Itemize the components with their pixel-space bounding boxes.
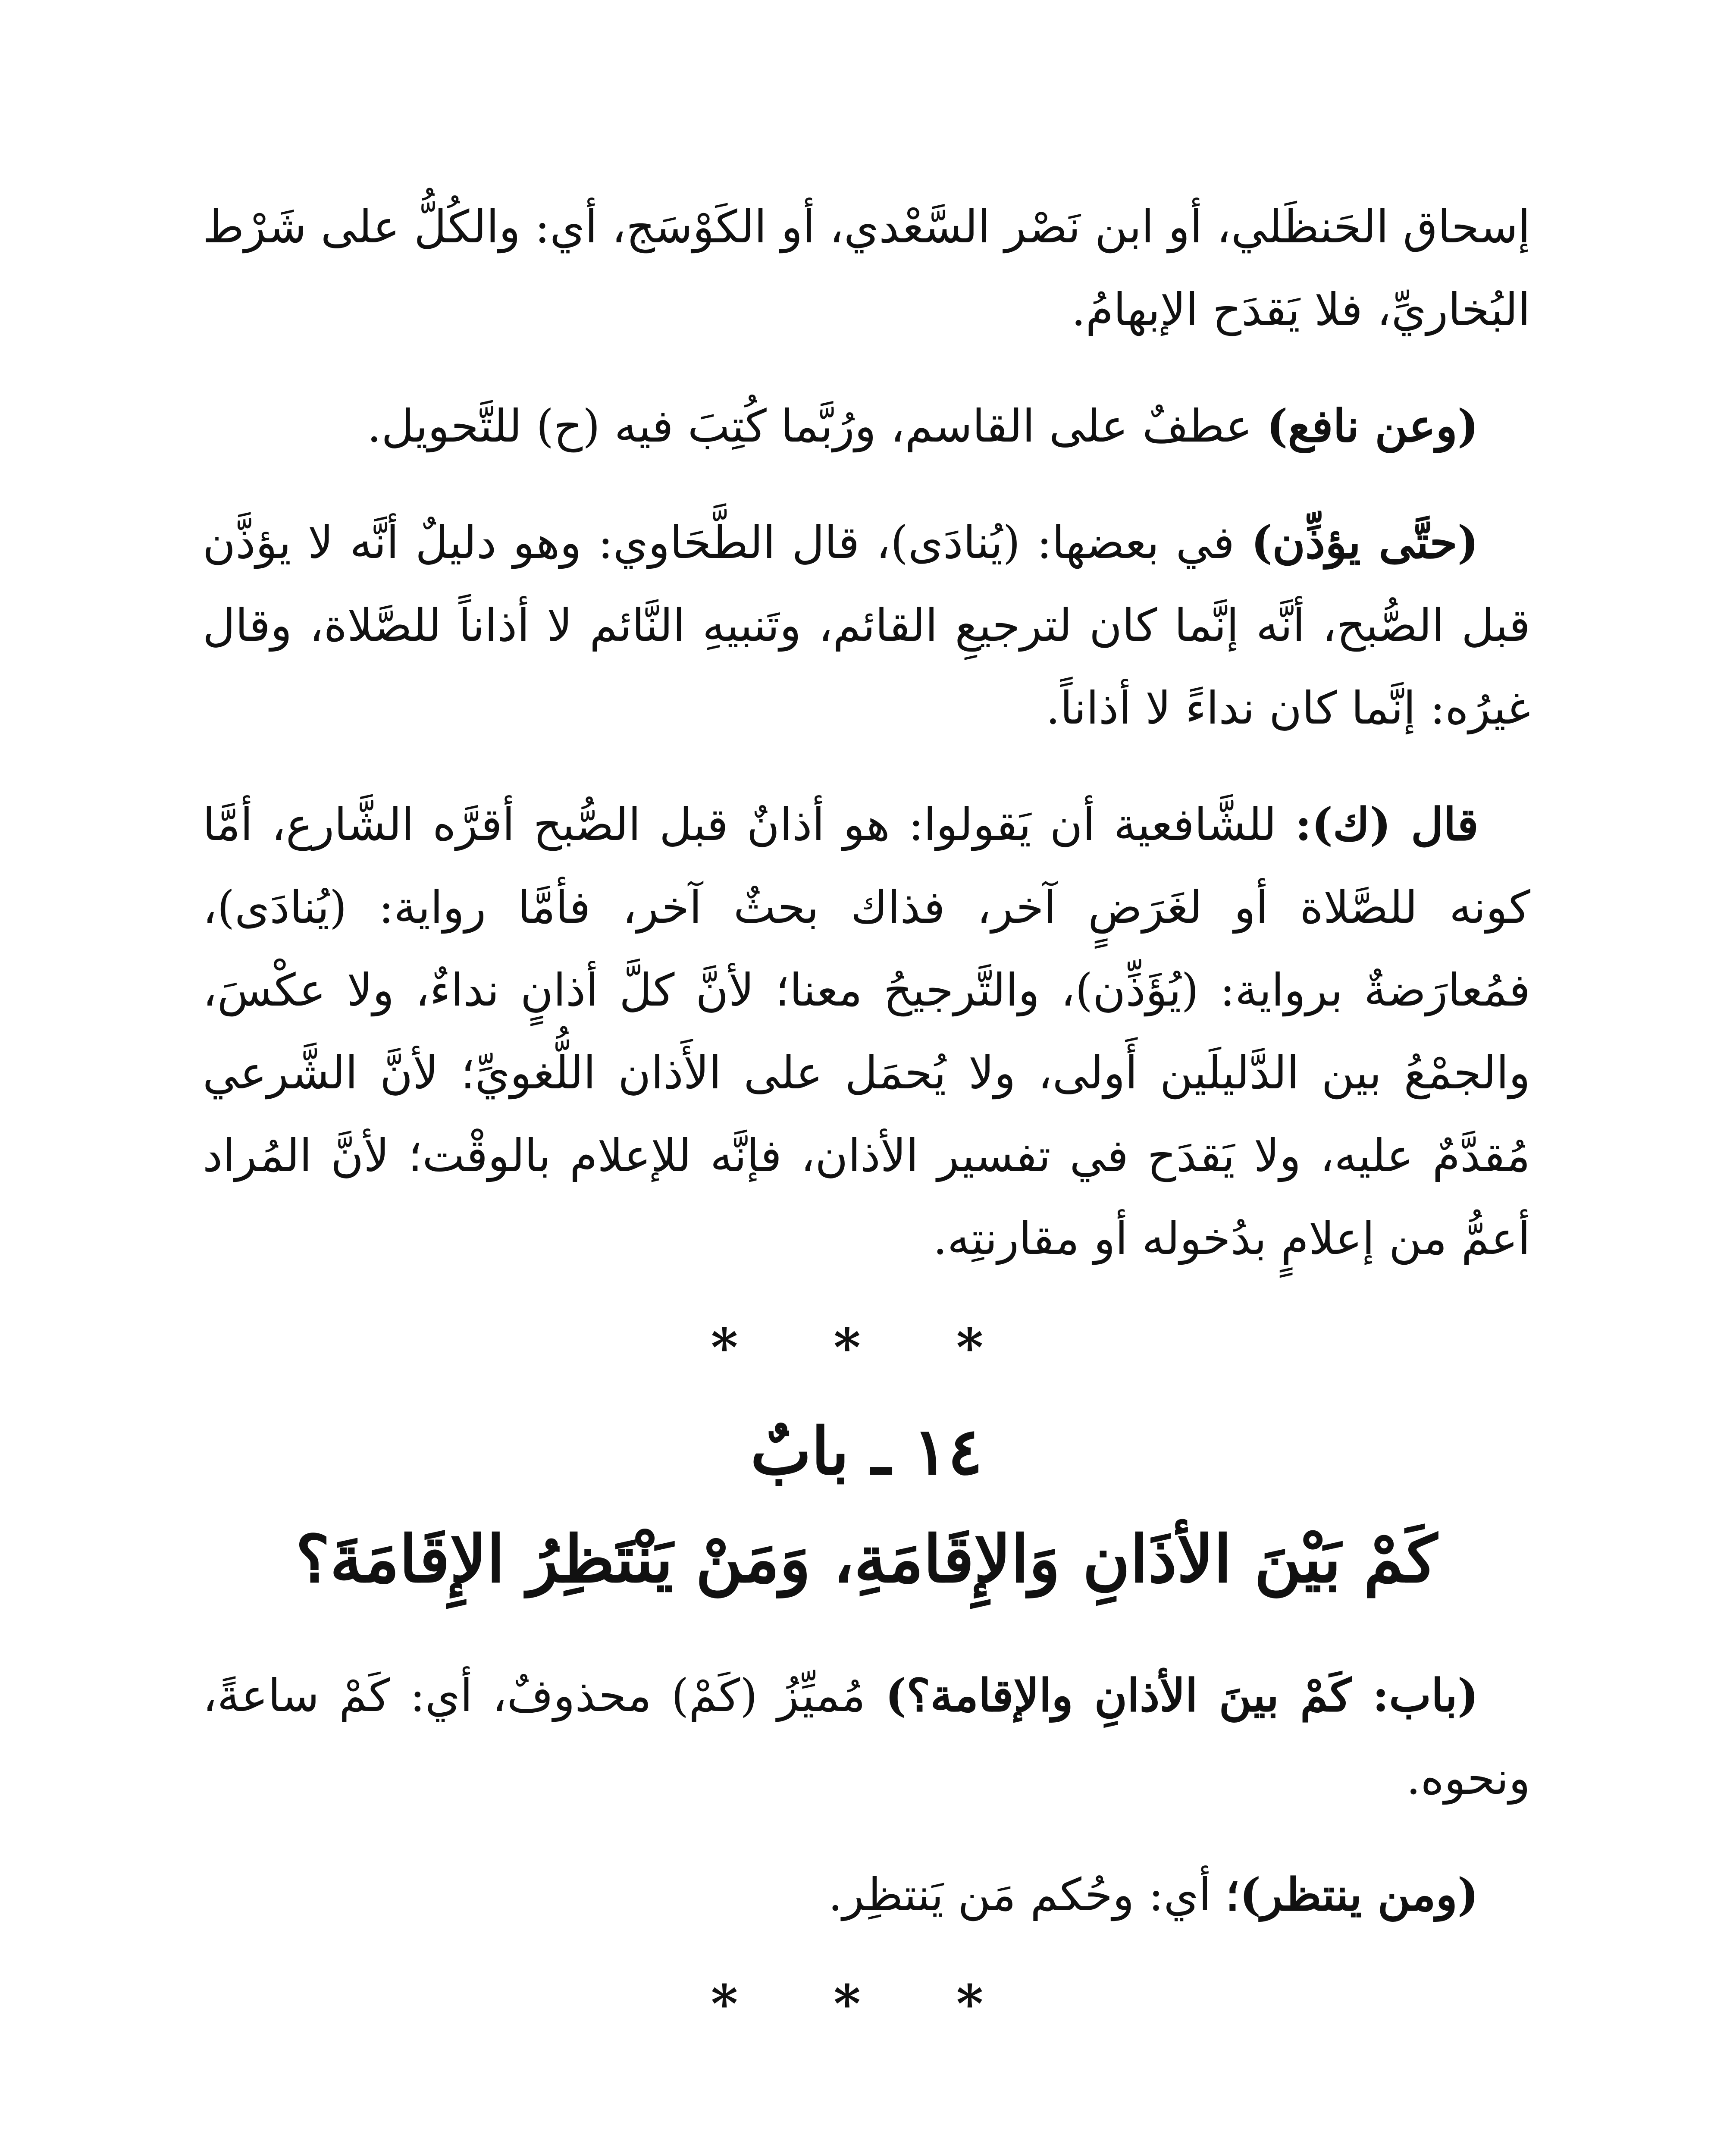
- paragraph-1: [203, 185, 1530, 351]
- paragraph-2-text: عطفٌ على القاسم، ورُبَّما كُتِبَ فيه (ح) للتَّحويل.: [367, 400, 1267, 452]
- paragraph-5-bold: (باب: كَمْ بينَ الأذانِ والإقامة؟): [885, 1669, 1479, 1722]
- paragraph-5: [203, 1654, 1530, 1820]
- section-separator-2: * * *: [711, 1974, 1022, 2034]
- paragraph-6: [203, 1853, 1530, 1936]
- chapter-number: ١٤ ـ بابٌ: [750, 1413, 983, 1489]
- paragraph-3: [203, 501, 1530, 749]
- paragraph-4-text: للشَّافعية أن يَقولوا: هو أذانٌ قبل الصُّبح أقرَّه الشَّارع، أمَّا كونه للصَّلاة أو لغَرَضٍ آخر، فذاك بحثٌ آخر، فأمَّا رواية: (يُنادَى)، فمُعارَضةٌ برواية: (يُؤَذِّن)، والتَّرجيحُ معنا؛ لأنَّ كلَّ أذانٍ نداءٌ، ولا عكْسَ، والجمْعُ بين الدَّليلَين أَولى، ولا يُحمَل على الأَذان اللُّغويِّ؛ لأنَّ الشَّرعي مُقدَّمٌ عليه، ولا يَقدَح في تفسير الأذان، فإنَّه للإعلام بالوقْت؛ لأنَّ المُراد أعمُّ من إعلامٍ بدُخوله أو مقارنتِه.: [203, 798, 1530, 1265]
- paragraph-6-text: أي: وحُكم مَن يَنتظِر.: [828, 1868, 1225, 1921]
- paragraph-5-text: مُميِّزُ (كَمْ) محذوفٌ، أي: كَمْ ساعةً، ونحوه.: [203, 1669, 1530, 1805]
- paragraph-6-bold: (ومن ينتظر)؛: [1225, 1868, 1479, 1921]
- paragraph-3-text: في بعضها: (يُنادَى)، قال الطَّحَاوي: وهو دليلٌ أنَّه لا يؤذَّن قبل الصُّبح، أنَّه إنَّما كان لترجيعِ القائم، وتَنبيهِ النَّائم لا أذاناً للصَّلاة، وقال غيرُه: إنَّما كان نداءً لا أذاناً.: [203, 516, 1530, 734]
- paragraph-1-text: إسحاق الحَنظَلي، أو ابن نَصْر السَّعْدي، أو الكَوْسَج، أي: والكُلُّ على شَرْط البُخاريِّ، فلا يَقدَح الإبهامُ.: [203, 201, 1530, 336]
- section-separator-1: * * *: [711, 1317, 1022, 1378]
- chapter-title: كَمْ بَيْنَ الأذَانِ وَالإِقَامَةِ، وَمَنْ يَنْتَظِرُ الإِقَامَةَ؟: [295, 1521, 1438, 1597]
- paragraph-2: [203, 385, 1530, 467]
- paragraph-4: [203, 783, 1530, 1280]
- paragraph-2-bold: (وعن نافع): [1266, 399, 1479, 452]
- paragraph-3-bold: (حتَّى يؤذِّن): [1251, 516, 1479, 569]
- paragraph-4-bold: قال (ك):: [1295, 798, 1479, 851]
